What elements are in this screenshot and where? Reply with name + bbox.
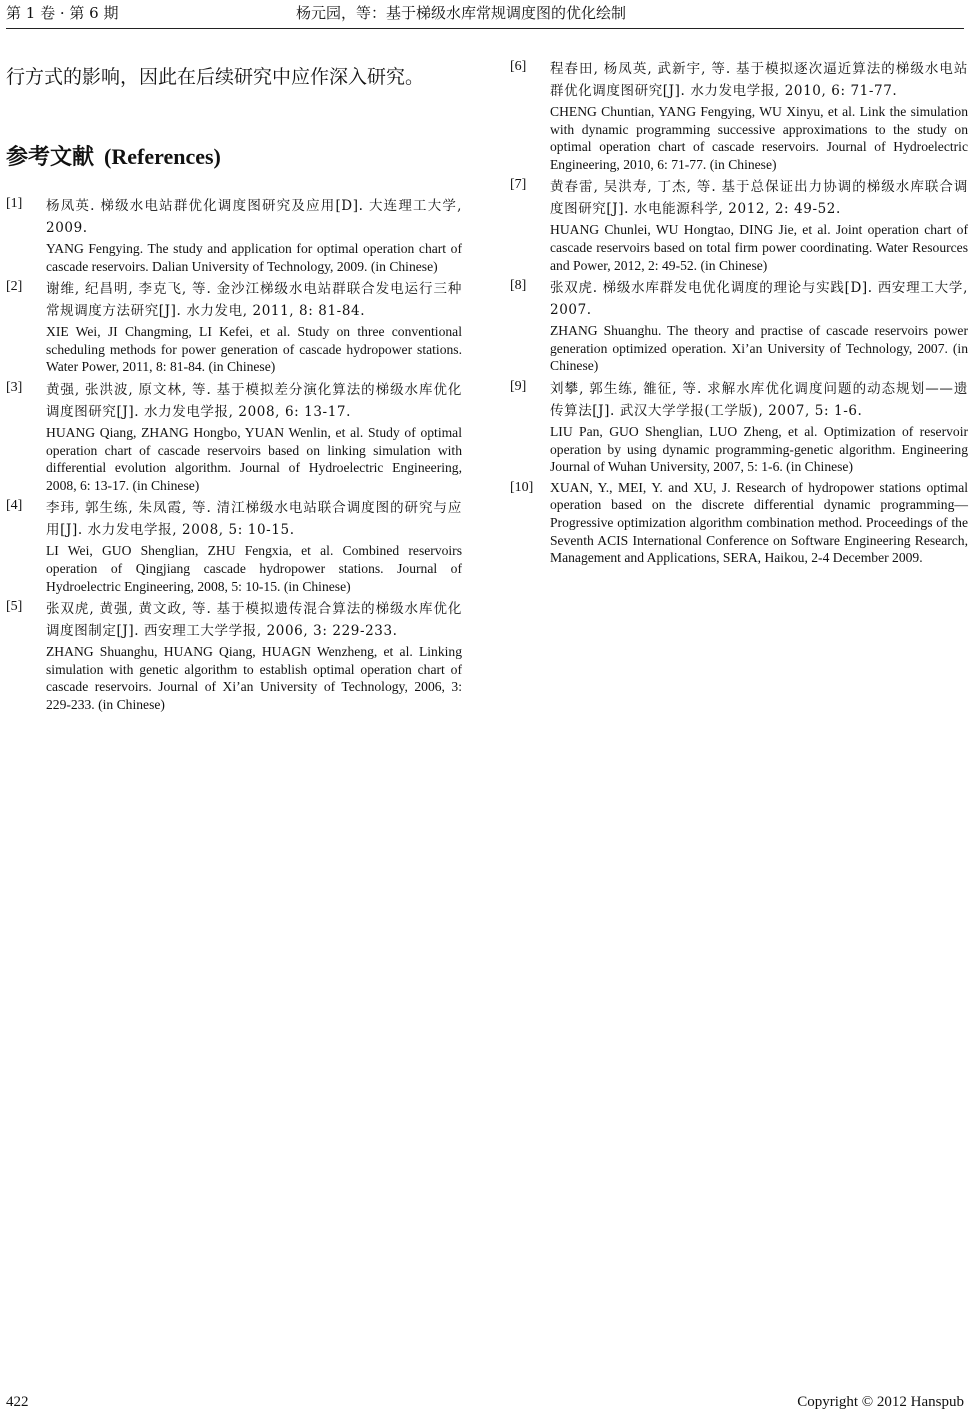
page-number: 422 [6,1394,29,1410]
reference-text-zh: 程春田, 杨凤英, 武新宇, 等. 基于模拟逐次逼近算法的梯级水电站群优化调度图研究[J]. 水力发电学报, 2010, 6: 71-77. [550,61,968,99]
reference-text-zh: 黄春雷, 吴洪寿, 丁杰, 等. 基于总保证出力协调的梯级水库联合调度图研究[J]. 水电能源科学, 2012, 2: 49-52. [550,179,968,218]
reference-item [510,176,968,274]
reference-item [6,278,462,376]
reference-item [6,379,462,494]
reference-number: [4] [6,498,23,514]
reference-text-zh: 张双虎, 黄强, 黄文政, 等. 基于模拟遗传混合算法的梯级水库优化调度图制定[J]. 西安理工大学学报, 2006, 3: 229-233. [46,601,462,640]
references-heading-en: (References) [104,144,221,169]
reference-text-zh: 黄强, 张洪波, 原文林, 等. 基于模拟差分演化算法的梯级水库优化调度图研究[J]. 水力发电学报, 2008, 6: 13-17. [46,381,462,420]
running-header [6,0,964,29]
reference-text-zh: 张双虎. 梯级水库群发电优化调度的理论与实践[D]. 西安理工大学, 2007. [550,280,968,319]
reference-item [6,598,462,713]
reference-text-en: XIE Wei, JI Changming, LI Kefei, et al. Study on three conventional scheduling methods for power generation of cascade hydropower stations. Water Power, 2011, 8: 81-84. (in Chinese) [46,324,462,375]
reference-number: [2] [6,279,23,295]
reference-text-en: XUAN, Y., MEI, Y. and XU, J. Research of hydropower stations optimal operation based on the discrete differential dynamic programming—Progressive optimization algorithm combination method. Proceedings of the Seventh ACIS International Conference on Software Engineering Research, Management and Applications, SERA, Haikou, 2-4 December 2009. [550,479,968,566]
reference-item [6,195,462,275]
references-heading [6,140,462,171]
reference-text-en: LIU Pan, GUO Shenglian, LUO Zheng, et al. Optimization of reservoir operation by using dynamic programming-genetic algorithm. Engineering Journal of Wuhan University, 2007, 5: 1-6. (in Chinese) [550,423,968,475]
reference-text-en: HUANG Chunlei, WU Hongtao, DING Jie, et al. Joint operation chart of cascade reservoirs based on total firm power coordinating. Water Resources and Power, 2012, 2: 49-52. (in Chinese) [550,222,968,273]
left-column [6,58,462,717]
reference-number: [5] [6,599,23,615]
references-heading-zh: 参考文献 [6,144,95,170]
reference-text-en: ZHANG Shuanghu. The theory and practise of cascade reservoirs power generation optimized operation. Xi’an University of Technology, 2007. (in Chinese) [550,323,968,374]
reference-text-en: YANG Fengying. The study and application for optimal operation chart of cascade reservoirs. Dalian University of Technology, 2009. (in Chinese) [46,241,462,274]
reference-text-en: LI Wei, GUO Shenglian, ZHU Fengxia, et al. Combined reservoirs operation of Qingjiang cascade hydropower stations. Journal of Hydroelectric Engineering, 2008, 5: 10-15. (in Chinese) [46,543,462,594]
reference-text-en: ZHANG Shuanghu, HUANG Qiang, HUAGN Wenzheng, et al. Linking simulation with genetic algorithm to establish optimal operation chart of cascade reservoirs. Journal of Xi’an University of Technology, 2006, 3: 229-233. (in Chinese) [46,644,462,712]
running-title: 杨元园，等：基于梯级水库常规调度图的优化绘制 [296,4,627,22]
reference-text-zh: 刘攀, 郭生练, 雒征, 等. 求解水库优化调度问题的动态规划——遗传算法[J]. 武汉大学学报(工学版), 2007, 5: 1-6. [550,380,968,419]
right-column [510,58,968,570]
reference-item [510,58,968,173]
reference-item [510,479,968,567]
reference-number: [6] [510,59,527,74]
reference-number: [8] [510,278,527,294]
reference-text-zh: 杨凤英. 梯级水电站群优化调度图研究及应用[D]. 大连理工大学, 2009. [46,198,462,236]
issue-label: 第 1 卷 · 第 6 期 [6,4,119,22]
copyright-notice: Copyright © 2012 Hanspub [797,1394,964,1410]
body-continuation: 行方式的影响，因此在后续研究中应作深入研究。 [6,66,425,88]
reference-text-zh: 谢维, 纪昌明, 李克飞, 等. 金沙江梯级水电站群联合发电运行三种常规调度方法研究[J]. 水力发电, 2011, 8: 81-84. [46,281,462,320]
reference-number: [10] [510,479,534,495]
reference-number: [3] [6,379,23,395]
reference-number: [1] [6,196,23,211]
reference-number: [9] [510,378,527,394]
reference-number: [7] [510,177,527,193]
reference-item [510,277,968,375]
reference-item [6,497,462,595]
reference-text-zh: 李玮, 郭生练, 朱凤霞, 等. 清江梯级水电站联合调度图的研究与应用[J]. 水力发电学报, 2008, 5: 10-15. [46,500,462,539]
reference-item [510,378,968,476]
reference-text-en: CHENG Chuntian, YANG Fengying, WU Xinyu, et al. Link the simulation with dynamic programming successive approximations to the study on optimal operation chart of cascade reservoirs. Journal of Hydroelectric Engineering, 2010, 6: 71-77. (in Chinese) [550,104,968,172]
reference-text-en: HUANG Qiang, ZHANG Hongbo, YUAN Wenlin, et al. Study of optimal operation chart of cascade reservoirs based on linking simulation with differential evolution algorithm. Journal of Hydroelectric Engineering, 2008, 6: 13-17. (in Chinese) [46,424,462,493]
